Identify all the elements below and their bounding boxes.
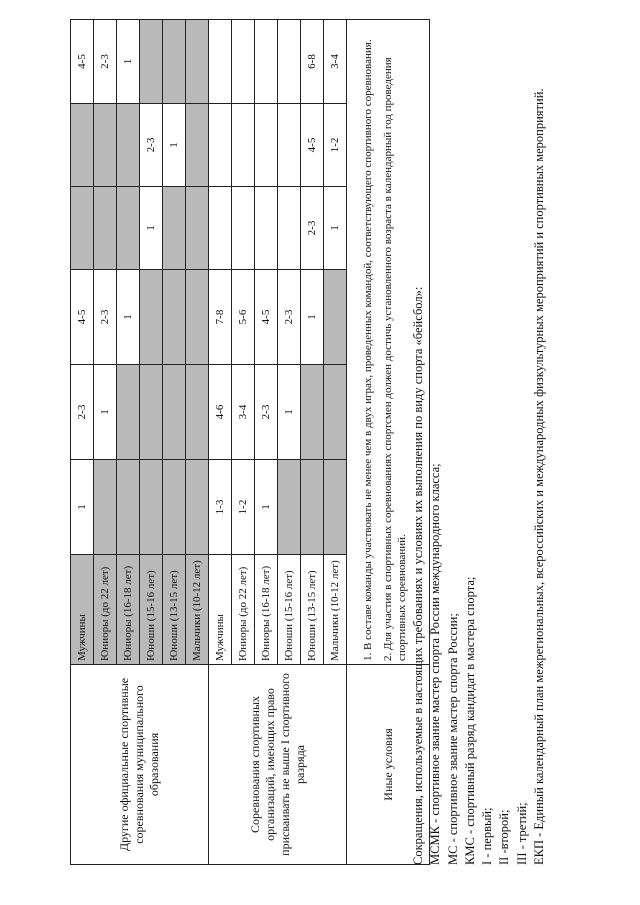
section-label: Соревнования спортивных организаций, имеющих право присваивать не выше I спортивного разряда — [209, 665, 347, 865]
data-cell: 2-3 — [140, 104, 163, 187]
section-municipal — [71, 20, 209, 865]
data-cell: 4-6 — [209, 365, 232, 460]
data-cell — [324, 365, 347, 460]
category-cell: Мужчины — [209, 555, 232, 665]
abbreviation-item: МСМК - спортивное звание мастер спорта России международного класса; — [428, 463, 443, 865]
qualification-table — [70, 19, 430, 865]
data-cell — [324, 460, 347, 555]
data-cell — [232, 104, 255, 187]
data-cell — [71, 187, 94, 270]
data-cell — [255, 187, 278, 270]
data-cell: 5-6 — [232, 270, 255, 365]
data-cell — [163, 187, 186, 270]
data-cell: 3-4 — [232, 365, 255, 460]
abbreviation-item: МС - спортивное звание мастер спорта России; — [445, 613, 460, 865]
data-cell: 1 — [71, 460, 94, 555]
data-cell: 1 — [140, 187, 163, 270]
category-cell: Юниоры (16-18 лет) — [117, 555, 140, 665]
abbreviation-item: КМС - спортивный разряд кандидат в мастера спорта; — [462, 576, 477, 865]
data-cell: 1 — [324, 187, 347, 270]
data-cell — [278, 187, 301, 270]
data-cell — [140, 460, 163, 555]
data-cell — [140, 365, 163, 460]
data-cell: 1 — [117, 270, 140, 365]
section-organizations — [209, 20, 347, 865]
data-cell — [140, 270, 163, 365]
data-cell — [94, 104, 117, 187]
section-label: Другие официальные спортивные соревнования муниципального образования — [71, 665, 209, 865]
abbreviation-item: ЕКП - Единый календарный план межрегиональных, всероссийских и международных физкультурных мероприятий и спортивных мероприятий. — [531, 88, 546, 865]
data-cell — [163, 460, 186, 555]
data-cell — [94, 460, 117, 555]
data-cell — [117, 104, 140, 187]
category-cell: Мальчики (10-12 лет) — [324, 555, 347, 665]
data-cell: 1 — [117, 20, 140, 104]
data-cell — [71, 104, 94, 187]
data-cell — [255, 20, 278, 104]
data-cell — [209, 187, 232, 270]
data-cell: 1-2 — [324, 104, 347, 187]
data-cell — [278, 460, 301, 555]
data-cell — [163, 270, 186, 365]
data-cell — [255, 104, 278, 187]
category-cell: Мальчики (10-12 лет) — [186, 555, 209, 665]
other-conditions-label: Иные условия — [347, 665, 430, 865]
data-cell: 2-3 — [255, 365, 278, 460]
data-cell: 2-3 — [301, 187, 324, 270]
category-cell: Юноши (15-16 лет) — [140, 555, 163, 665]
data-cell — [186, 187, 209, 270]
data-cell — [186, 270, 209, 365]
data-cell: 2-3 — [71, 365, 94, 460]
data-cell — [140, 20, 163, 104]
data-cell — [324, 270, 347, 365]
category-cell: Юниоры (до 22 лет) — [232, 555, 255, 665]
abbreviation-item: II -второй; — [497, 809, 512, 865]
data-cell — [186, 104, 209, 187]
data-cell: 1 — [278, 365, 301, 460]
data-cell — [117, 365, 140, 460]
note-1: 1. В составе команды участвовать не менее чем в двух играх, проведенных командой, соответствующего спортивного соревнования. — [361, 39, 374, 661]
data-cell: 6-8 — [301, 20, 324, 104]
data-cell — [117, 187, 140, 270]
data-cell — [232, 20, 255, 104]
data-cell: 4-5 — [71, 20, 94, 104]
data-cell: 1 — [255, 460, 278, 555]
data-cell: 2-3 — [94, 270, 117, 365]
data-cell: 2-3 — [94, 20, 117, 104]
data-cell — [186, 365, 209, 460]
data-cell: 7-8 — [209, 270, 232, 365]
abbreviations-block — [410, 20, 548, 865]
category-cell: Юноши (13-15 лет) — [301, 555, 324, 665]
data-cell: 3-4 — [324, 20, 347, 104]
rotated-content — [70, 20, 600, 865]
category-cell: Мужчины — [71, 555, 94, 665]
data-cell — [186, 20, 209, 104]
data-cell — [232, 187, 255, 270]
data-cell — [209, 104, 232, 187]
data-cell: 1-3 — [209, 460, 232, 555]
data-cell: 4-5 — [71, 270, 94, 365]
category-cell: Юниоры (до 22 лет) — [94, 555, 117, 665]
data-cell — [163, 365, 186, 460]
data-cell: 2-3 — [278, 270, 301, 365]
data-cell — [163, 20, 186, 104]
data-cell — [301, 460, 324, 555]
data-cell — [186, 460, 209, 555]
category-cell: Юниоры (16-18 лет) — [255, 555, 278, 665]
data-cell: 1 — [94, 365, 117, 460]
abbreviations-intro: Сокращения, используемые в настоящих требованиях и условиях их выполнения по виду спорта «бейсбол»: — [411, 286, 425, 865]
data-cell — [278, 104, 301, 187]
data-cell — [117, 460, 140, 555]
category-cell: Юноши (13-15 лет) — [163, 555, 186, 665]
abbreviation-item: III - третий; — [514, 802, 529, 865]
data-cell: 1 — [301, 270, 324, 365]
note-2: 2. Для участия в спортивных соревнованиях спортсмен должен достичь установленного возраста в календарный год проведения спортивных соревнований. — [381, 57, 409, 661]
abbreviation-item: I - первый; — [480, 807, 494, 865]
data-cell — [94, 187, 117, 270]
data-cell — [278, 20, 301, 104]
data-cell: 4-5 — [255, 270, 278, 365]
data-cell: 4-5 — [301, 104, 324, 187]
data-cell: 1 — [163, 104, 186, 187]
category-cell: Юноши (15-16 лет) — [278, 555, 301, 665]
data-cell — [209, 20, 232, 104]
data-cell: 1-2 — [232, 460, 255, 555]
data-cell — [301, 365, 324, 460]
